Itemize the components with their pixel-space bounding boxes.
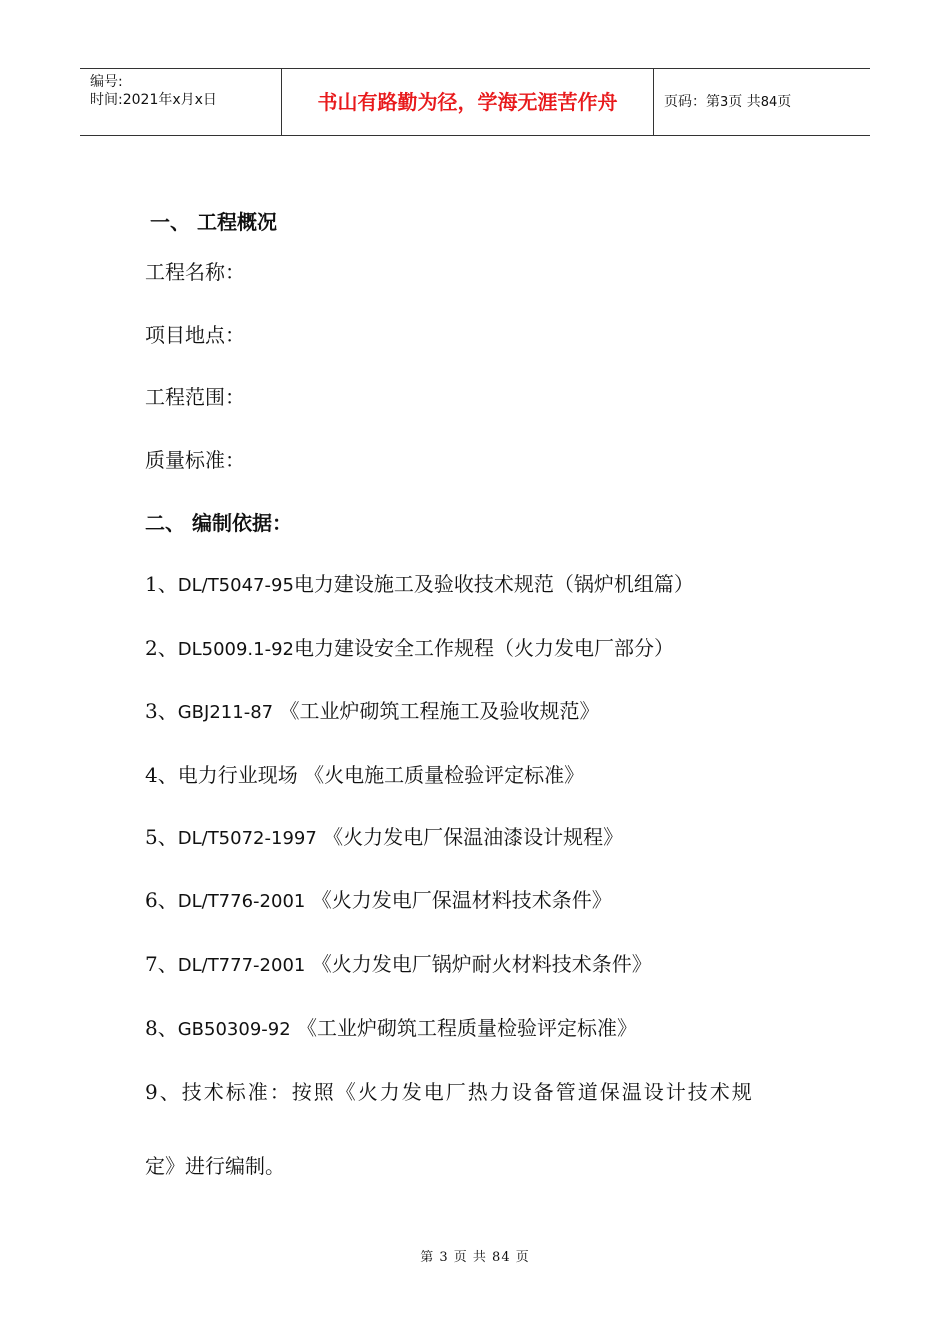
item-number: 4、 <box>145 763 178 787</box>
item-text: 《工业炉砌筑工程施工及验收规范》 <box>273 699 600 723</box>
date-text: 2021年x月x日 <box>122 92 217 108</box>
field-project-location: 项目地点： <box>145 323 245 347</box>
item-code: DL5009.1-92 <box>177 639 295 660</box>
item-code: DL/T776-2001 <box>177 891 306 912</box>
page-current: 3 <box>720 95 729 110</box>
item-text: 技术标准：按照《火力发电厂热力设备管道保温设计技术规 <box>181 1080 754 1104</box>
list-item <box>145 570 694 600</box>
header-page-number <box>664 69 791 135</box>
serial-label: 编号: <box>90 74 123 90</box>
item-code: DL/T5047-95 <box>177 575 294 596</box>
time-label: 时间: <box>90 92 123 108</box>
item-code: DL/T777-2001 <box>177 955 306 976</box>
list-item <box>145 886 612 916</box>
item-code: DL/T5072-1997 <box>177 828 317 849</box>
page-mid: 页 共 <box>728 94 761 110</box>
header-meta <box>90 73 217 109</box>
item-text: 电力行业现场 《火电施工质量检验评定标准》 <box>177 763 585 787</box>
header-motto: 书山有路勤为径，学海无涯苦作舟 <box>317 90 618 114</box>
list-item <box>145 761 584 791</box>
header-divider <box>653 69 654 135</box>
list-item <box>145 1078 754 1108</box>
item-number: 9、 <box>145 1080 182 1104</box>
item-code: GB50309-92 <box>177 1019 291 1040</box>
item-text: 《火力发电厂保温材料技术条件》 <box>305 888 612 912</box>
item-number: 2、 <box>145 636 178 660</box>
list-item <box>145 634 674 664</box>
item-number: 8、 <box>145 1016 178 1040</box>
item-number: 5、 <box>145 825 178 849</box>
list-item <box>145 823 623 853</box>
item-number: 1、 <box>145 572 178 596</box>
time-row <box>90 91 217 109</box>
list-item-continuation: 定》进行编制。 <box>145 1154 285 1178</box>
item-number: 3、 <box>145 699 178 723</box>
item-number: 7、 <box>145 952 178 976</box>
list-item <box>145 950 652 980</box>
item-text: 《火力发电厂保温油漆设计规程》 <box>316 825 624 849</box>
item-text: 电力建设施工及验收技术规范（锅炉机组篇） <box>293 572 694 596</box>
field-project-name: 工程名称： <box>145 260 245 284</box>
page-total: 84 <box>760 95 778 110</box>
item-text: 《工业炉砌筑工程质量检验评定标准》 <box>290 1016 638 1040</box>
field-project-scope: 工程范围： <box>145 385 245 409</box>
list-item <box>145 1014 637 1044</box>
item-text: 《火力发电厂锅炉耐火材料技术条件》 <box>305 952 652 976</box>
page-footer: 第 3 页 共 84 页 <box>420 1250 530 1265</box>
page-suffix: 页 <box>777 94 792 110</box>
page-header <box>80 68 870 136</box>
item-number: 6、 <box>145 888 178 912</box>
item-code: GBJ211-87 <box>177 702 274 723</box>
list-item <box>145 697 599 727</box>
item-text: 电力建设安全工作规程（火力发电厂部分） <box>294 636 675 660</box>
section-heading-1: 一、 工程概况 <box>150 210 277 234</box>
section-heading-2: 二、 编制依据： <box>145 511 292 535</box>
field-quality-standard: 质量标准： <box>145 448 245 472</box>
page-prefix: 页码：第 <box>664 94 720 110</box>
